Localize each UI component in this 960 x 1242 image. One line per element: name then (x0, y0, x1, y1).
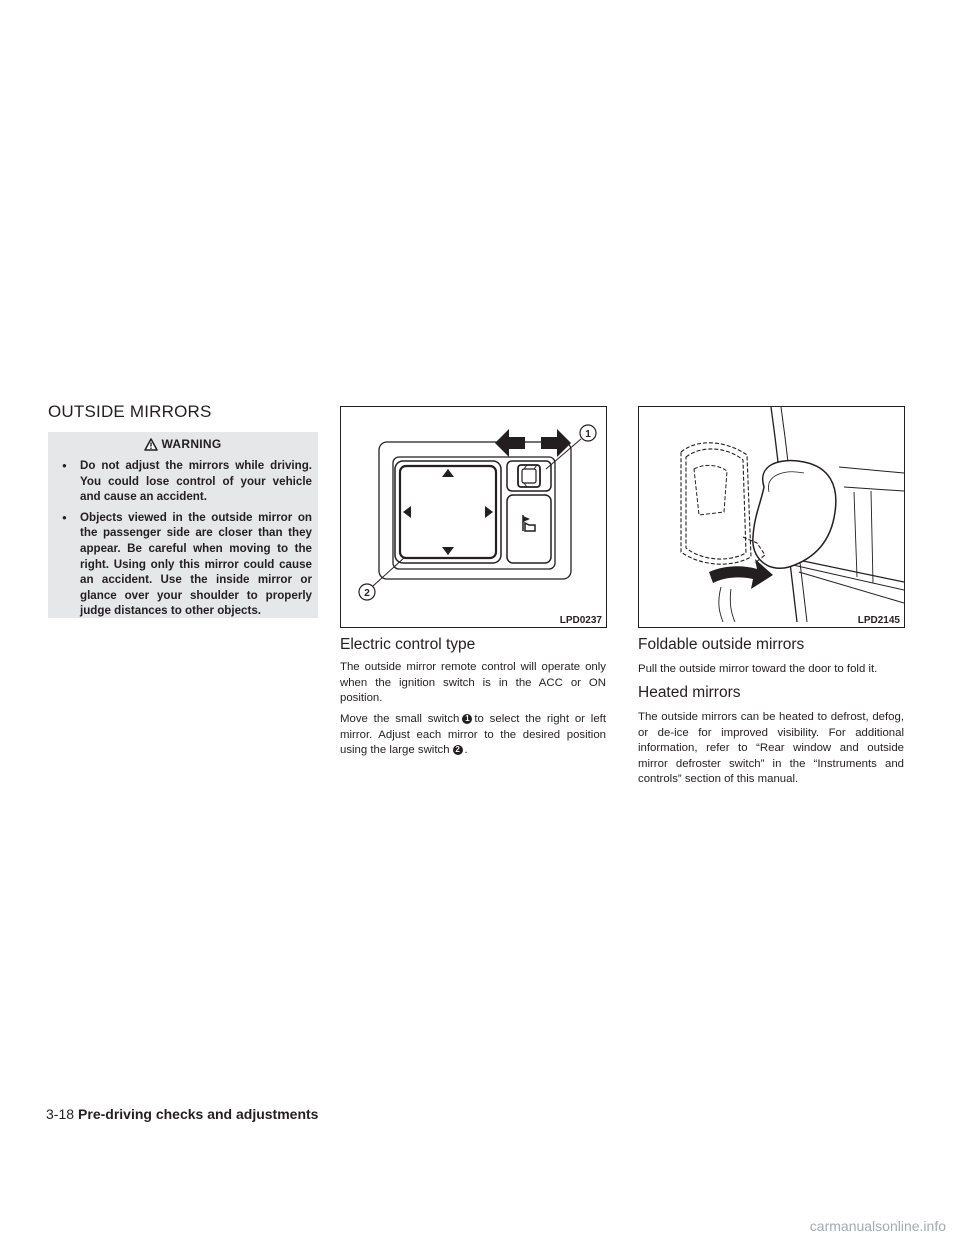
warning-label: WARNING (161, 437, 222, 451)
electric-control-paragraph-2 (340, 712, 606, 759)
warning-list (48, 458, 318, 619)
foldable-mirrors-heading: Foldable outside mirrors (638, 636, 805, 653)
foldable-mirrors-paragraph: Pull the outside mirror toward the door to fold it. (638, 663, 878, 675)
warning-item: ● Objects viewed in the outside mirror on the passenger side are closer than they appear. Be careful when moving to the right. Using only this mirror could cause an accident. Use the inside mirror or glance over your shoulder to properly judge distances to other objects. (60, 510, 312, 619)
figure-code: LPD2145 (857, 615, 900, 626)
callout-1-label: 1 (585, 429, 591, 440)
heated-mirrors-heading: Heated mirrors (638, 684, 741, 701)
electric-control-heading: Electric control type (340, 636, 476, 653)
mirror-switch-figure (340, 406, 607, 628)
mirror-switch-illustration (341, 407, 606, 627)
section-title: OUTSIDE MIRRORS (48, 402, 212, 421)
foldable-mirror-illustration (639, 407, 904, 627)
para-text: to select the right or left mirror. Adjust each mirror to the desired position using the large switch (340, 713, 606, 757)
page-number: 3-18 (46, 1106, 75, 1122)
para-text: Move the small switch (340, 713, 460, 725)
warning-triangle-icon (144, 438, 158, 451)
heated-mirrors-paragraph: The outside mirrors can be heated to defrost, defog, or de-ice for improved visibility. For additional information, refer to “Rear window and outside mirror defroster switch” in the “Instruments and controls” section of this manual. (638, 711, 904, 786)
watermark: carmanualsonline.info (809, 1218, 946, 1234)
warning-box (48, 432, 318, 618)
para-text: . (464, 744, 468, 757)
callout-2-label: 2 (364, 588, 370, 599)
marker-2: 2 (453, 745, 463, 755)
chapter-title: Pre-driving checks and adjustments (78, 1106, 319, 1122)
foldable-mirror-figure (638, 406, 905, 628)
figure-code: LPD0237 (559, 615, 602, 626)
marker-1: 1 (462, 714, 472, 724)
warning-item: ● Do not adjust the mirrors while driving. You could lose control of your vehicle and cause an accident. (60, 458, 312, 505)
page-footer (46, 1106, 318, 1122)
warning-header (48, 432, 318, 456)
electric-control-paragraph-1: The outside mirror remote control will operate only when the ignition switch is in the ACC or ON position. (340, 661, 606, 705)
